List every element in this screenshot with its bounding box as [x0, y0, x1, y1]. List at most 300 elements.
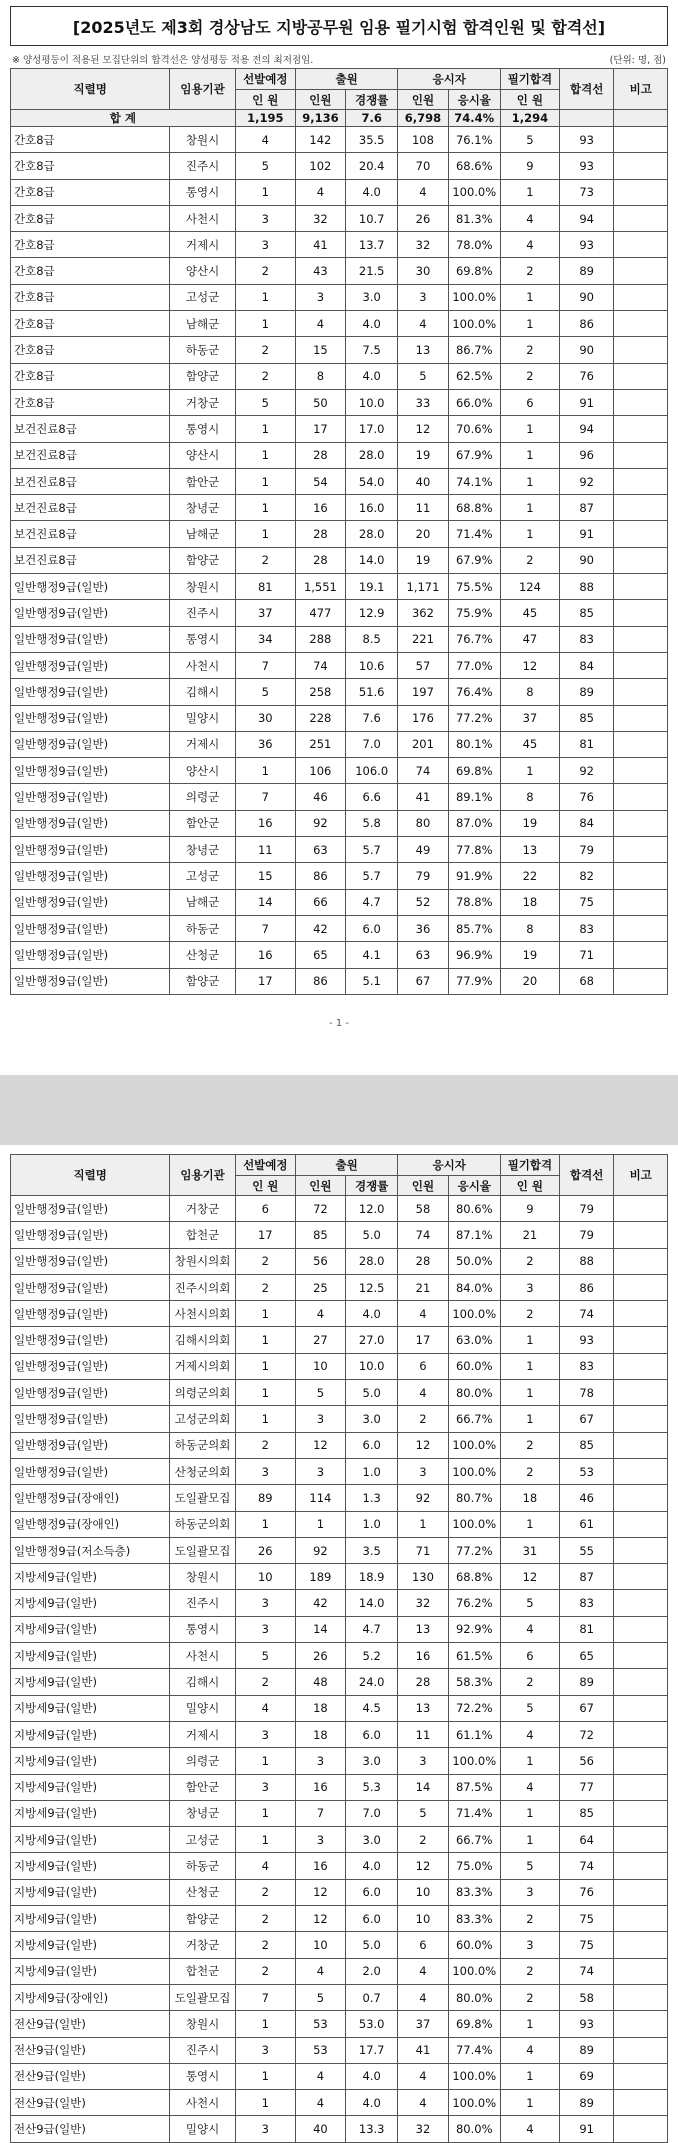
cell-remark — [614, 2090, 668, 2116]
cell-passed: 4 — [500, 2037, 559, 2063]
cell-job: 지방세9급(일반) — [11, 1669, 170, 1695]
cell-agency: 창원시 — [170, 1564, 235, 1590]
cell-exam-rate: 78.8% — [448, 889, 500, 915]
cell-planned: 7 — [235, 652, 295, 678]
cell-cutoff: 84 — [559, 810, 614, 836]
table-row — [11, 915, 668, 941]
unit-label: (단위: 명, 점) — [609, 55, 666, 66]
cell-exam-count: 3 — [398, 1458, 448, 1484]
cell-cutoff: 67 — [559, 1406, 614, 1432]
cell-exam-count: 3 — [398, 284, 448, 310]
cell-exam-rate: 100.0% — [448, 1748, 500, 1774]
cell-competition: 5.7 — [346, 837, 398, 863]
cell-job: 보건진료8급 — [11, 521, 170, 547]
cell-passed: 1 — [500, 758, 559, 784]
cell-planned: 1 — [235, 1511, 295, 1537]
cell-exam-rate: 77.2% — [448, 1537, 500, 1563]
cell-agency: 양산시 — [170, 758, 235, 784]
cell-applied: 3 — [295, 1748, 345, 1774]
cell-planned: 1 — [235, 1827, 295, 1853]
cell-applied: 42 — [295, 1590, 345, 1616]
cell-cutoff: 61 — [559, 1511, 614, 1537]
cell-applied: 54 — [295, 468, 345, 494]
cell-applied: 74 — [295, 652, 345, 678]
cell-exam-rate: 69.8% — [448, 2011, 500, 2037]
cell-remark — [614, 1590, 668, 1616]
cell-job: 일반행정9급(일반) — [11, 1353, 170, 1379]
header-planned: 선발예정 — [235, 69, 295, 90]
cell-cutoff: 46 — [559, 1485, 614, 1511]
cell-applied: 3 — [295, 1406, 345, 1432]
table-row — [11, 1248, 668, 1274]
cell-job: 지방세9급(일반) — [11, 1853, 170, 1879]
table-row — [11, 1274, 668, 1300]
cell-job: 전산9급(일반) — [11, 2037, 170, 2063]
cell-applied: 4 — [295, 311, 345, 337]
table-row — [11, 153, 668, 179]
cell-applied: 102 — [295, 153, 345, 179]
cell-exam-rate: 100.0% — [448, 311, 500, 337]
cell-remark — [614, 521, 668, 547]
cell-passed: 1 — [500, 1380, 559, 1406]
cell-agency: 의령군 — [170, 1748, 235, 1774]
cell-exam-count: 13 — [398, 1616, 448, 1642]
cell-job: 일반행정9급(일반) — [11, 942, 170, 968]
cell-planned: 2 — [235, 1879, 295, 1905]
cell-remark — [614, 1853, 668, 1879]
cell-cutoff: 91 — [559, 521, 614, 547]
cell-agency: 통영시 — [170, 416, 235, 442]
header-competition: 경쟁률 — [346, 1176, 398, 1196]
cell-exam-rate: 69.8% — [448, 758, 500, 784]
cell-applied: 15 — [295, 337, 345, 363]
cell-exam-rate: 62.5% — [448, 363, 500, 389]
cell-applied: 56 — [295, 1248, 345, 1274]
table-row — [11, 337, 668, 363]
cell-exam-rate: 76.4% — [448, 679, 500, 705]
table-row — [11, 837, 668, 863]
cell-remark — [614, 915, 668, 941]
cell-exam-count: 32 — [398, 232, 448, 258]
cell-job: 간호8급 — [11, 153, 170, 179]
cell-applied: 7 — [295, 1800, 345, 1826]
cell-job: 일반행정9급(일반) — [11, 626, 170, 652]
table-row — [11, 2063, 668, 2089]
cell-applied: 142 — [295, 127, 345, 153]
cell-cutoff: 87 — [559, 495, 614, 521]
cell-exam-rate: 86.7% — [448, 337, 500, 363]
cell-exam-rate: 61.1% — [448, 1721, 500, 1747]
table-row — [11, 1721, 668, 1747]
table-row — [11, 389, 668, 415]
cell-planned: 4 — [235, 1695, 295, 1721]
cell-cutoff: 76 — [559, 363, 614, 389]
cell-exam-count: 4 — [398, 2063, 448, 2089]
table-row — [11, 1327, 668, 1353]
header-job: 직렬명 — [11, 69, 170, 110]
cell-planned: 3 — [235, 1616, 295, 1642]
cell-exam-count: 6 — [398, 1353, 448, 1379]
cell-competition: 7.5 — [346, 337, 398, 363]
cell-planned: 1 — [235, 468, 295, 494]
cell-exam-rate: 100.0% — [448, 2090, 500, 2116]
cell-cutoff: 89 — [559, 1669, 614, 1695]
cell-competition: 4.0 — [346, 363, 398, 389]
cell-exam-count: 1 — [398, 1511, 448, 1537]
cell-passed: 4 — [500, 232, 559, 258]
cell-passed: 9 — [500, 153, 559, 179]
cell-remark — [614, 547, 668, 573]
cell-job: 일반행정9급(일반) — [11, 600, 170, 626]
cell-passed: 5 — [500, 1853, 559, 1879]
cell-planned: 1 — [235, 1748, 295, 1774]
cell-applied: 42 — [295, 915, 345, 941]
cell-planned: 3 — [235, 1458, 295, 1484]
cell-cutoff: 65 — [559, 1643, 614, 1669]
cell-cutoff: 87 — [559, 1564, 614, 1590]
cell-job: 지방세9급(일반) — [11, 1616, 170, 1642]
cell-applied: 86 — [295, 968, 345, 994]
cell-planned: 4 — [235, 127, 295, 153]
cell-cutoff: 93 — [559, 153, 614, 179]
cell-agency: 거제시 — [170, 232, 235, 258]
cell-passed: 1 — [500, 2063, 559, 2089]
cell-job: 간호8급 — [11, 205, 170, 231]
cell-competition: 10.6 — [346, 652, 398, 678]
table-row — [11, 1958, 668, 1984]
cell-cutoff: 96 — [559, 442, 614, 468]
cell-agency: 사천시 — [170, 1643, 235, 1669]
table-row — [11, 1932, 668, 1958]
cell-applied: 14 — [295, 1616, 345, 1642]
cell-passed: 2 — [500, 1432, 559, 1458]
cell-agency: 산청군의회 — [170, 1458, 235, 1484]
cell-planned: 3 — [235, 205, 295, 231]
cell-passed: 1 — [500, 1511, 559, 1537]
cell-competition: 3.0 — [346, 1748, 398, 1774]
cell-applied: 86 — [295, 863, 345, 889]
cell-planned: 17 — [235, 968, 295, 994]
cell-competition: 106.0 — [346, 758, 398, 784]
cell-passed: 1 — [500, 179, 559, 205]
cell-exam-rate: 80.7% — [448, 1485, 500, 1511]
table-row — [11, 1616, 668, 1642]
cell-cutoff: 73 — [559, 179, 614, 205]
cell-exam-count: 13 — [398, 1695, 448, 1721]
cell-planned: 7 — [235, 784, 295, 810]
cell-passed: 13 — [500, 837, 559, 863]
cell-passed: 12 — [500, 652, 559, 678]
cell-competition: 13.7 — [346, 232, 398, 258]
cell-applied: 4 — [295, 2063, 345, 2089]
cell-cutoff: 83 — [559, 915, 614, 941]
cell-competition: 5.8 — [346, 810, 398, 836]
header-cutoff: 합격선 — [559, 1155, 614, 1196]
cell-remark — [614, 1301, 668, 1327]
cell-planned: 1 — [235, 1301, 295, 1327]
cell-cutoff: 68 — [559, 968, 614, 994]
header-passed-sub: 인 원 — [500, 1176, 559, 1196]
cell-remark — [614, 258, 668, 284]
cell-passed: 8 — [500, 679, 559, 705]
cell-applied: 50 — [295, 389, 345, 415]
cell-planned: 1 — [235, 521, 295, 547]
cell-exam-count: 10 — [398, 1906, 448, 1932]
cell-cutoff: 83 — [559, 1590, 614, 1616]
cell-job: 전산9급(일반) — [11, 2116, 170, 2142]
table-row — [11, 1774, 668, 1800]
cell-planned: 3 — [235, 1774, 295, 1800]
cell-remark — [614, 2116, 668, 2142]
cell-exam-count: 108 — [398, 127, 448, 153]
cell-passed: 4 — [500, 205, 559, 231]
cell-applied: 17 — [295, 416, 345, 442]
cell-exam-rate: 76.2% — [448, 1590, 500, 1616]
cell-competition: 3.0 — [346, 1406, 398, 1432]
cell-exam-rate: 74.1% — [448, 468, 500, 494]
cell-competition: 28.0 — [346, 442, 398, 468]
cell-planned: 3 — [235, 1721, 295, 1747]
table-row — [11, 2037, 668, 2063]
cell-competition: 12.9 — [346, 600, 398, 626]
cell-remark — [614, 1564, 668, 1590]
cell-competition: 1.0 — [346, 1511, 398, 1537]
cell-remark — [614, 468, 668, 494]
cell-planned: 30 — [235, 705, 295, 731]
cell-cutoff: 93 — [559, 127, 614, 153]
header-applied: 출원 — [295, 1155, 398, 1176]
table-row — [11, 1564, 668, 1590]
cell-passed: 3 — [500, 1932, 559, 1958]
cell-passed: 1 — [500, 1748, 559, 1774]
cell-exam-count: 3 — [398, 1748, 448, 1774]
cell-competition: 14.0 — [346, 547, 398, 573]
table-row — [11, 416, 668, 442]
cell-exam-count: 4 — [398, 1301, 448, 1327]
cell-competition: 7.6 — [346, 705, 398, 731]
header-planned-sub: 인 원 — [235, 1176, 295, 1196]
cell-agency: 진주시 — [170, 2037, 235, 2063]
cell-remark — [614, 1958, 668, 1984]
cell-competition: 28.0 — [346, 521, 398, 547]
cell-planned: 2 — [235, 1669, 295, 1695]
cell-planned: 1 — [235, 2063, 295, 2089]
cell-agency: 남해군 — [170, 311, 235, 337]
table-row — [11, 968, 668, 994]
table-row — [11, 1301, 668, 1327]
cell-job: 일반행정9급(일반) — [11, 1222, 170, 1248]
cell-remark — [614, 652, 668, 678]
cell-competition: 24.0 — [346, 1669, 398, 1695]
cell-agency: 통영시 — [170, 1616, 235, 1642]
cell-agency: 고성군 — [170, 863, 235, 889]
cell-exam-count: 58 — [398, 1196, 448, 1222]
cell-competition: 21.5 — [346, 258, 398, 284]
table-row — [11, 495, 668, 521]
cell-exam-rate: 80.0% — [448, 1380, 500, 1406]
cell-job: 일반행정9급(일반) — [11, 679, 170, 705]
cell-exam-count: 10 — [398, 1879, 448, 1905]
cell-passed: 4 — [500, 1774, 559, 1800]
cell-passed: 37 — [500, 705, 559, 731]
cell-passed: 1 — [500, 1353, 559, 1379]
cell-competition: 19.1 — [346, 574, 398, 600]
cell-exam-count: 2 — [398, 1827, 448, 1853]
cell-competition: 4.0 — [346, 1853, 398, 1879]
cell-cutoff: 78 — [559, 1380, 614, 1406]
cell-competition: 10.7 — [346, 205, 398, 231]
table-row — [11, 127, 668, 153]
cell-agency: 창녕군 — [170, 1800, 235, 1826]
total-applied: 9,136 — [295, 110, 345, 127]
cell-job: 지방세9급(일반) — [11, 1932, 170, 1958]
cell-planned: 5 — [235, 153, 295, 179]
table-row — [11, 2116, 668, 2142]
cell-passed: 22 — [500, 863, 559, 889]
total-competition: 7.6 — [346, 110, 398, 127]
cell-applied: 5 — [295, 1984, 345, 2010]
cell-remark — [614, 495, 668, 521]
cell-exam-count: 176 — [398, 705, 448, 731]
cell-planned: 6 — [235, 1196, 295, 1222]
cell-remark — [614, 889, 668, 915]
cell-remark — [614, 232, 668, 258]
cell-remark — [614, 1906, 668, 1932]
cell-applied: 26 — [295, 1643, 345, 1669]
table-row — [11, 2011, 668, 2037]
cell-remark — [614, 363, 668, 389]
cell-remark — [614, 1774, 668, 1800]
cell-competition: 6.0 — [346, 1906, 398, 1932]
table-row — [11, 521, 668, 547]
cell-job: 보건진료8급 — [11, 495, 170, 521]
cell-cutoff: 94 — [559, 205, 614, 231]
cell-competition: 17.0 — [346, 416, 398, 442]
cell-applied: 106 — [295, 758, 345, 784]
table-row — [11, 626, 668, 652]
cell-remark — [614, 942, 668, 968]
cell-exam-count: 201 — [398, 731, 448, 757]
cell-competition: 5.0 — [346, 1222, 398, 1248]
header-applied-count: 인원 — [295, 1176, 345, 1196]
cell-exam-count: 71 — [398, 1537, 448, 1563]
cell-applied: 4 — [295, 1958, 345, 1984]
cell-cutoff: 88 — [559, 574, 614, 600]
cell-job: 간호8급 — [11, 179, 170, 205]
cell-competition: 10.0 — [346, 1353, 398, 1379]
table-row — [11, 1879, 668, 1905]
cell-job: 일반행정9급(일반) — [11, 705, 170, 731]
cell-exam-count: 52 — [398, 889, 448, 915]
cell-agency: 양산시 — [170, 442, 235, 468]
cell-exam-count: 14 — [398, 1774, 448, 1800]
cell-remark — [614, 2037, 668, 2063]
table-row — [11, 1906, 668, 1932]
cell-job: 일반행정9급(일반) — [11, 1301, 170, 1327]
cell-agency: 김해시의회 — [170, 1327, 235, 1353]
cell-passed: 1 — [500, 468, 559, 494]
table-row — [11, 547, 668, 573]
table-row — [11, 1800, 668, 1826]
cell-cutoff: 58 — [559, 1984, 614, 2010]
cell-job: 일반행정9급(일반) — [11, 731, 170, 757]
cell-agency: 사천시 — [170, 2090, 235, 2116]
cell-planned: 10 — [235, 1564, 295, 1590]
cell-competition: 5.7 — [346, 863, 398, 889]
cell-job: 일반행정9급(일반) — [11, 863, 170, 889]
cell-cutoff: 92 — [559, 468, 614, 494]
header-remark: 비고 — [614, 1155, 668, 1196]
cell-remark — [614, 1248, 668, 1274]
cell-cutoff: 89 — [559, 2090, 614, 2116]
cell-passed: 1 — [500, 1327, 559, 1353]
cell-passed: 4 — [500, 1721, 559, 1747]
cell-agency: 고성군 — [170, 1827, 235, 1853]
footnote: ※ 양성평등이 적용된 모집단위의 합격선은 양성평등 적용 전의 최저점임. — [12, 55, 314, 66]
table-row — [11, 442, 668, 468]
cell-exam-count: 5 — [398, 1800, 448, 1826]
cell-planned: 2 — [235, 1932, 295, 1958]
cell-agency: 양산시 — [170, 258, 235, 284]
cell-planned: 1 — [235, 758, 295, 784]
cell-exam-count: 28 — [398, 1248, 448, 1274]
cell-planned: 1 — [235, 416, 295, 442]
results-table-page-2 — [10, 1154, 668, 2143]
cell-remark — [614, 1274, 668, 1300]
table-row — [11, 2090, 668, 2116]
cell-exam-rate: 81.3% — [448, 205, 500, 231]
cell-cutoff: 90 — [559, 337, 614, 363]
cell-exam-count: 33 — [398, 389, 448, 415]
cell-planned: 16 — [235, 942, 295, 968]
cell-agency: 창원시 — [170, 574, 235, 600]
cell-cutoff: 92 — [559, 758, 614, 784]
cell-exam-count: 79 — [398, 863, 448, 889]
header-planned: 선발예정 — [235, 1155, 295, 1176]
cell-remark — [614, 1511, 668, 1537]
cell-planned: 81 — [235, 574, 295, 600]
cell-remark — [614, 968, 668, 994]
cell-remark — [614, 837, 668, 863]
cell-passed: 2 — [500, 1906, 559, 1932]
cell-agency: 함안군 — [170, 468, 235, 494]
cell-job: 일반행정9급(일반) — [11, 574, 170, 600]
cell-competition: 51.6 — [346, 679, 398, 705]
header-cutoff: 합격선 — [559, 69, 614, 110]
cell-remark — [614, 1984, 668, 2010]
cell-remark — [614, 600, 668, 626]
cell-exam-rate: 77.8% — [448, 837, 500, 863]
cell-applied: 18 — [295, 1695, 345, 1721]
cell-passed: 124 — [500, 574, 559, 600]
cell-passed: 1 — [500, 2011, 559, 2037]
cell-agency: 거창군 — [170, 1932, 235, 1958]
cell-agency: 밀양시 — [170, 2116, 235, 2142]
cell-cutoff: 91 — [559, 2116, 614, 2142]
cell-exam-rate: 87.5% — [448, 1774, 500, 1800]
document-title: [2025년도 제3회 경상남도 지방공무원 임용 필기시험 합격인원 및 합격선] — [10, 6, 668, 46]
table-row — [11, 232, 668, 258]
cell-exam-rate: 70.6% — [448, 416, 500, 442]
cell-passed: 47 — [500, 626, 559, 652]
cell-exam-rate: 67.9% — [448, 547, 500, 573]
header-passed-sub: 인 원 — [500, 90, 559, 110]
cell-cutoff: 85 — [559, 705, 614, 731]
cell-passed: 4 — [500, 1616, 559, 1642]
cell-agency: 하동군의회 — [170, 1432, 235, 1458]
cell-passed: 1 — [500, 311, 559, 337]
header-applied: 출원 — [295, 69, 398, 90]
